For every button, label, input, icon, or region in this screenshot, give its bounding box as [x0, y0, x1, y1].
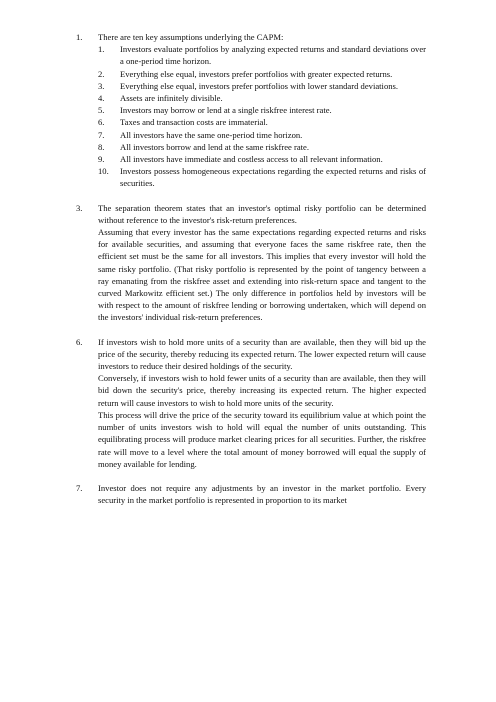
item-number: 3.: [76, 202, 83, 213]
item-number: 6.: [76, 336, 83, 347]
assumption-number: 5.: [98, 105, 105, 116]
assumption-number: 10.: [98, 166, 109, 177]
assumption-item: [98, 141, 426, 153]
assumption-text: Investors may borrow or lend at a single riskfree interest rate.: [120, 105, 332, 116]
assumption-text: Everything else equal, investors prefer portfolios with lower standard deviations.: [120, 80, 399, 91]
assumption-item: [98, 92, 426, 104]
assumption-item: [98, 80, 426, 92]
item-paragraph: Assuming that every investor has the same expectations regarding expected returns and risks for available securities, and assuming that everyone faces the same riskfree rate, then the efficient set must be the same for all investors. This implies that every investor will hold the same risky portfolio. (That risky portfolio is represented by the point of tangency between a ray emanating from the riskfree asset and extending into risk-return space and tangent to the curved Markowitz efficient set.) The only difference in portfolios held by investors will be with respect to the amount of riskfree lending or borrowing undertaken, which will depend on the investors' individual risk-return preferences.: [98, 227, 426, 323]
assumption-number: 2.: [98, 68, 105, 79]
assumption-number: 8.: [98, 141, 105, 152]
assumption-item: [98, 104, 426, 116]
assumption-item: [98, 43, 426, 67]
item-number: 7.: [76, 482, 83, 493]
assumption-item: [98, 68, 426, 80]
item-number: 1.: [76, 32, 83, 42]
assumption-number: 9.: [98, 154, 105, 165]
answer-item-3: [76, 202, 426, 324]
item-paragraph: If investors wish to hold more units of a security than are available, then they will bid up the price of the security, thereby reducing its expected return. The lower expected return will cause investors to reduce their desired holdings of the security.: [98, 336, 426, 372]
assumption-item: [98, 129, 426, 141]
assumption-text: Assets are infinitely divisible.: [120, 93, 223, 104]
assumption-text: Investors possess homogeneous expectations regarding the expected returns and risks of securities.: [120, 166, 426, 189]
assumptions-list: [98, 43, 426, 189]
assumption-number: 7.: [98, 129, 105, 140]
assumption-number: 6.: [98, 117, 105, 128]
item-text: There are ten key assumptions underlying the CAPM:: [98, 32, 284, 42]
assumption-text: All investors have immediate and costless access to all relevant information.: [120, 154, 383, 165]
assumption-item: [98, 165, 426, 189]
assumption-text: Everything else equal, investors prefer portfolios with greater expected returns.: [120, 68, 393, 79]
answer-list: [76, 31, 426, 506]
assumption-text: All investors borrow and lend at the same riskfree rate.: [120, 141, 309, 152]
assumption-item: [98, 116, 426, 128]
answer-item-6: [76, 336, 426, 470]
item-paragraph: The separation theorem states that an investor's optimal risky portfolio can be determined without reference to the investor's risk-return preferences.: [98, 202, 426, 225]
item-paragraph: Conversely, if investors wish to hold fewer units of a security than are available, then they will bid down the security's price, thereby increasing its expected return. The higher expected return will cause investors to wish to hold more units of the security.: [98, 373, 426, 408]
assumption-text: Taxes and transaction costs are immaterial.: [120, 117, 268, 128]
item-paragraph: This process will drive the price of the security toward its equilibrium value at which point the number of units investors wish to hold will equal the number of units outstanding. This equilibrating process will produce market clearing prices for all securities. Further, the riskfree rate will move to a level where the total amount of money borrowed will equal the supply of money available for lending.: [98, 409, 426, 469]
assumption-text: Investors evaluate portfolios by analyzing expected returns and standard deviations over a one-period time horizon.: [120, 44, 426, 67]
assumption-text: All investors have the same one-period time horizon.: [120, 129, 303, 140]
assumption-number: 1.: [98, 44, 105, 55]
assumption-item: [98, 153, 426, 165]
answer-item-1: [76, 31, 426, 190]
assumption-number: 4.: [98, 93, 105, 104]
item-paragraph: Investor does not require any adjustments by an investor in the market portfolio. Every security in the market portfolio is represented in proportion to its market: [98, 482, 426, 506]
assumption-number: 3.: [98, 80, 105, 91]
answer-item-7: [76, 482, 426, 506]
